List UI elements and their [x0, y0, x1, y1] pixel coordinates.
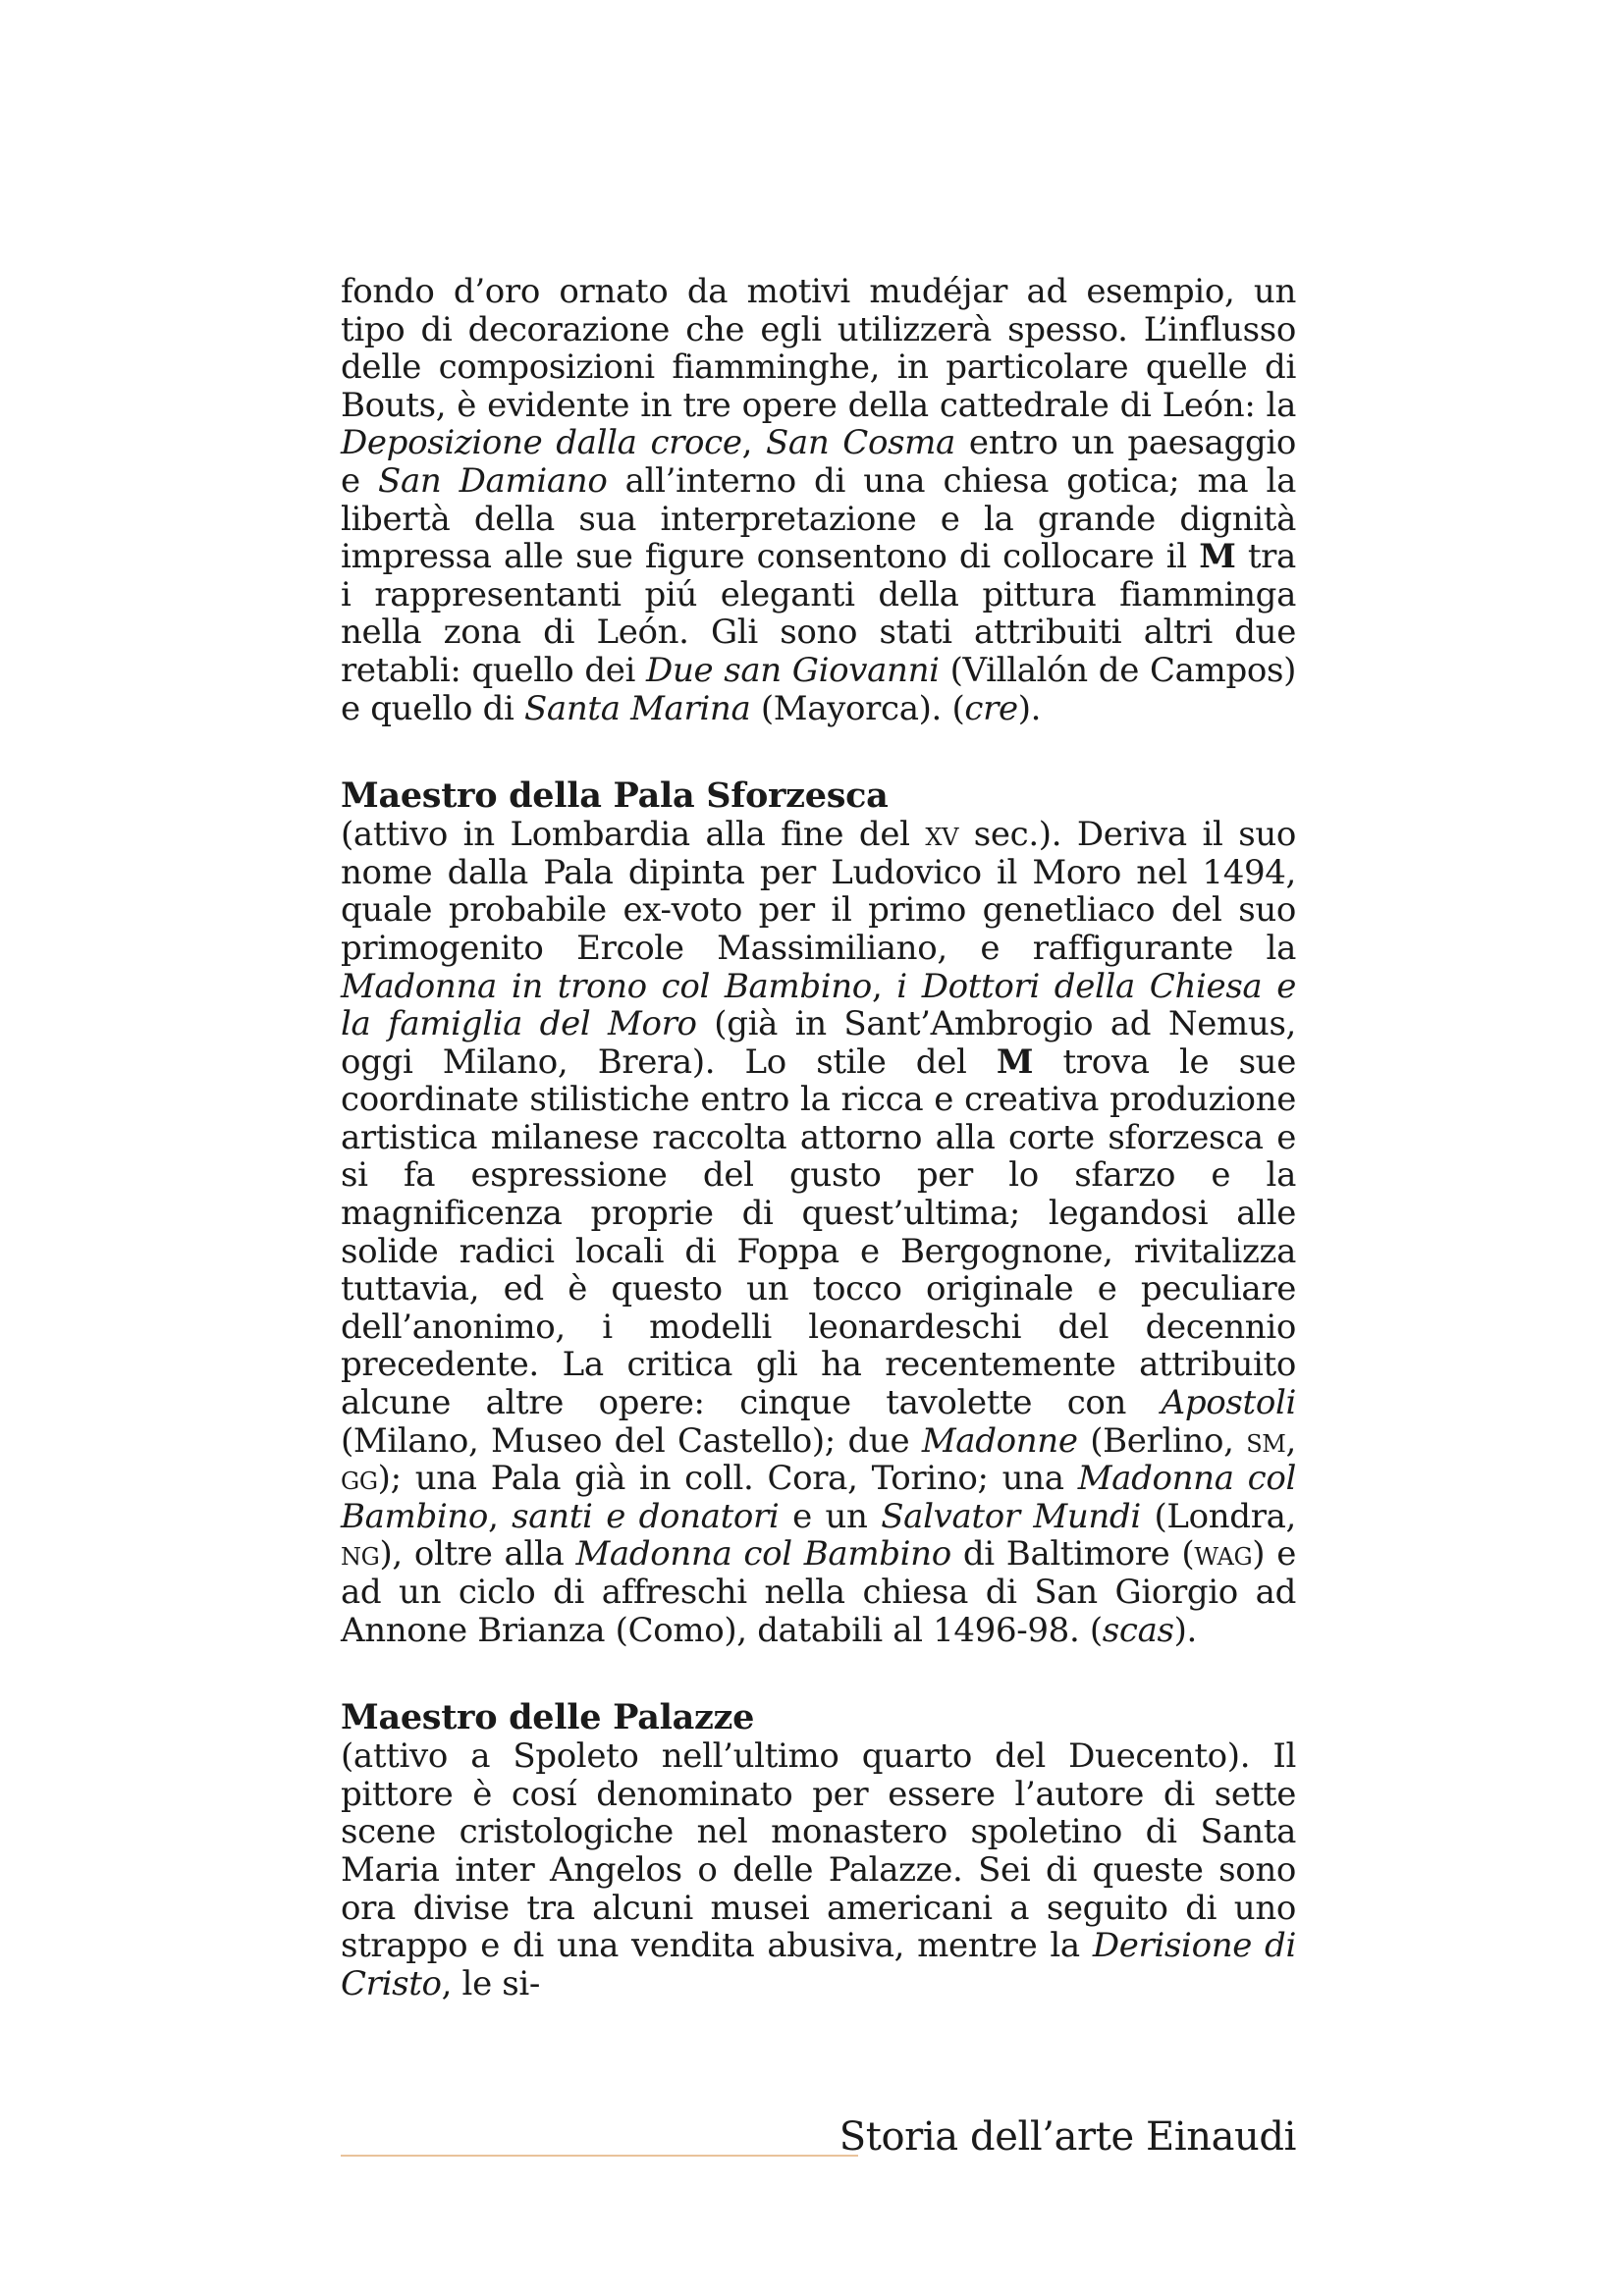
- text-run: di Baltimore (: [950, 1534, 1195, 1575]
- text-run: ).: [1017, 688, 1042, 728]
- text-run: e un: [779, 1496, 882, 1536]
- artwork-title: Derisione di Cristo: [341, 1926, 1296, 2003]
- text-run: (Villalón de Campos) e quello di: [341, 650, 1296, 728]
- text-run: (attivo a Spoleto nell’ultimo quarto del Duecento). Il pittore è cosí denominato per essere l’autore di sette scene cristologiche nel monastero spoletino di Santa Maria inter Angelos o delle Palazze. Sei di queste sono ora divise tra alcuni musei americani a seguito di uno strappo e di una vendita abusiva, mentre la: [341, 1736, 1296, 1966]
- artwork-title: San Cosma: [765, 423, 955, 463]
- page-body: [341, 273, 1296, 2002]
- text-run: tra i rappresentanti piú eleganti della pittura fiamminga nella zona di León. Gli sono stati attribuiti altri due retabli: quello dei: [341, 537, 1296, 690]
- text-run: ,: [871, 966, 897, 1006]
- entry-paragraph: [341, 1737, 1296, 2002]
- museum-abbrev: ng: [341, 1534, 380, 1575]
- text-run: (Milano, Museo del Castello); due: [341, 1420, 922, 1461]
- artwork-title: Madonne: [921, 1420, 1078, 1461]
- text-run: (Berlino,: [1077, 1420, 1247, 1461]
- museum-abbrev: sm: [1246, 1420, 1286, 1461]
- publication-title: Storia dell’arte Einaudi: [839, 2114, 1296, 2160]
- text-run: ); una Pala già in coll. Cora, Torino; una: [377, 1459, 1078, 1499]
- text-run: entro un paesaggio e: [341, 423, 1296, 501]
- text-run: ) e ad un ciclo di affreschi nella chiesa di San Giorgio ad Annone Brianza (Como), databili al 1496-98. (: [341, 1534, 1297, 1650]
- master-abbrev: M: [996, 1041, 1034, 1082]
- text-run: fondo d’oro ornato da motivi mudéjar ad esempio, un tipo di decorazione che egli utilizzerà spesso. L’influsso delle composizioni fiamminghe, in particolare quelle di Bouts, è evidente in tre opere della cattedrale di León: la: [341, 272, 1296, 425]
- text-run: (Londra,: [1140, 1496, 1296, 1536]
- entry-heading: Maestro delle Palazze: [341, 1697, 755, 1738]
- century-numeral: xv: [925, 815, 959, 855]
- artwork-title: Madonna col Bambino: [575, 1534, 951, 1575]
- text-run: ,: [741, 423, 766, 463]
- page-footer: [341, 2112, 1296, 2162]
- artwork-title: Santa Marina: [523, 688, 751, 728]
- master-abbrev: M: [1199, 537, 1236, 577]
- artwork-title: i Dottori della Chiesa e la famiglia del Moro: [341, 966, 1296, 1044]
- intro-paragraph: [341, 273, 1296, 727]
- artwork-title: Apostoli: [1161, 1383, 1296, 1423]
- artwork-title: santi e donatori: [512, 1496, 780, 1536]
- artwork-title: Madonna in trono col Bambino: [341, 966, 872, 1006]
- artwork-title: Due san Giovanni: [646, 650, 940, 690]
- artwork-title: San Damiano: [378, 460, 608, 501]
- entry-paragraph: [341, 816, 1296, 1649]
- text-run: (attivo in Lombardia alla fine del: [341, 815, 926, 855]
- text-run: ,: [488, 1496, 513, 1536]
- museum-abbrev: gg: [341, 1459, 378, 1499]
- text-run: ), oltre alla: [379, 1534, 576, 1575]
- museum-abbrev: wag: [1194, 1534, 1253, 1575]
- artwork-title: Madonna col Bambino: [341, 1459, 1296, 1536]
- text-run: ,: [1285, 1420, 1296, 1461]
- text-run: ).: [1173, 1610, 1197, 1650]
- artwork-title: Deposizione dalla croce: [341, 423, 742, 463]
- text-run: all’interno di una chiesa gotica; ma la libertà della sua interpretazione e la grande dignità impressa alle sue figure consentono di collocare il: [341, 460, 1296, 577]
- text-run: (Mayorca). (: [750, 688, 965, 728]
- entry-heading: Maestro della Pala Sforzesca: [341, 775, 889, 817]
- footer-rule: [341, 2155, 858, 2157]
- author-initials: cre: [964, 688, 1018, 728]
- text-run: (già in Sant’Ambrogio ad Nemus, oggi Milano, Brera). Lo stile del: [341, 1004, 1296, 1082]
- text-run: , le si-: [441, 1963, 541, 2003]
- text-run: sec.). Deriva il suo nome dalla Pala dipinta per Ludovico il Moro nel 1494, quale probabile ex-voto per il primo genetliaco del suo primogenito Ercole Massimiliano, e raffigurante la: [341, 815, 1297, 968]
- artwork-title: Salvator Mundi: [881, 1496, 1141, 1536]
- text-run: trova le sue coordinate stilistiche entro la ricca e creativa produzione artistica milanese raccolta attorno alla corte sforzesca e si fa espressione del gusto per lo sfarzo e la magnificenza proprie di quest’ultima; legandosi alle solide radici locali di Foppa e Bergognone, rivitalizza tuttavia, ed è questo un tocco originale e peculiare dell’anonimo, i modelli leonardeschi del decennio precedente. La critica gli ha recentemente attribuito alcune altre opere: cinque tavolette con: [341, 1041, 1296, 1423]
- author-initials: scas: [1102, 1610, 1174, 1650]
